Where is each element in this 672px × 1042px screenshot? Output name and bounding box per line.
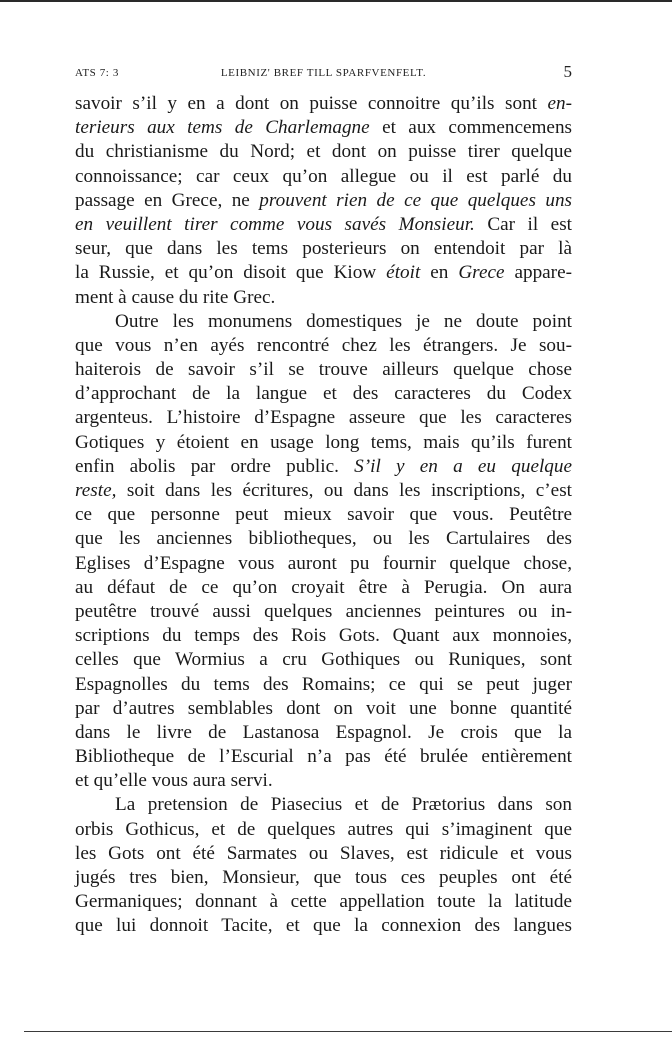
text-line (75, 527, 572, 551)
text-span: d’approchant de la langue et des caracteres du Codex (75, 383, 572, 405)
text-line (75, 503, 572, 527)
text-span: connoissance; car ceux qu’on allegue ou il est parlé du (75, 165, 572, 187)
text-span: ment à cause du rite Grec. (75, 286, 276, 308)
text-span: dans le livre de Lastanosa Espagnol. Je crois que la (75, 721, 572, 743)
text-span: celles que Wormius a cru Gothiques ou Runiques, sont (75, 649, 572, 671)
text-line (75, 286, 572, 310)
italic-span: étoit (386, 262, 421, 284)
text-span: les Gots ont été Sarmates ou Slaves, est ridicule et vous (75, 842, 572, 864)
text-span: que vous n’en ayés rencontré chez les étrangers. Je sou- (75, 334, 572, 356)
text-span: enfin abolis par ordre public. (75, 455, 355, 477)
body-text (75, 92, 572, 939)
text-span: que les anciennes bibliotheques, ou les Cartulaires des (75, 528, 572, 550)
text-span: scriptions du temps des Rois Gots. Quant aux monnoies, (75, 625, 572, 647)
italic-span: en- (547, 93, 572, 114)
text-line (75, 769, 572, 793)
text-line (75, 479, 572, 503)
text-span: orbis Gothicus, et de quelques autres qui s’imaginent que (75, 818, 572, 840)
text-span: Outre les monumens domestiques je ne doute point (115, 310, 572, 332)
text-line (75, 358, 572, 382)
text-span: que lui donnoit Tacite, et que la connexion des langues (75, 915, 572, 937)
italic-span: Grece (458, 262, 505, 284)
text-span: jugés tres bien, Monsieur, que tous ces peuples ont été (75, 867, 572, 888)
text-line (75, 382, 572, 406)
text-span: Car il est (474, 213, 572, 235)
text-span: passage en Grece, ne (75, 189, 260, 211)
text-line (75, 745, 572, 769)
text-line (75, 697, 572, 721)
italic-span: terieurs aux tems de Charlemagne (75, 117, 370, 139)
text-line (75, 140, 572, 164)
text-line (75, 92, 572, 116)
text-span: Gotiques y étoient en usage long tems, mais qu’ils furent (75, 431, 572, 453)
header-title: LEIBNIZ' BREF TILL SPARFVENFELT. (220, 67, 427, 79)
text-span: ce que personne peut mieux savoir que vous. Peutêtre (75, 504, 572, 526)
text-line (75, 552, 572, 576)
text-span: La pretension de Piasecius et de Prætorius dans son (115, 794, 572, 816)
text-span: au défaut de ce qu’on croyait être à Perugia. On aura (75, 576, 572, 598)
text-line (75, 793, 572, 817)
running-header (75, 64, 572, 82)
text-span: du christianisme du Nord; et dont on puisse tirer quelque (75, 141, 572, 163)
text-line (75, 866, 572, 890)
italic-span: en veuillent tirer comme vous savés Monsieur. (75, 213, 475, 235)
text-span: soit dans les écritures, ou dans les inscriptions, c’est (116, 480, 572, 501)
text-line (75, 334, 572, 358)
text-span: peutêtre trouvé aussi quelques anciennes peintures ou in- (75, 600, 572, 622)
text-line (75, 406, 572, 430)
text-line (75, 261, 572, 285)
text-span: seur, que dans les tems posterieurs on entendoit par là (75, 238, 572, 260)
text-span: Bibliotheque de l’Escurial n’a pas été brulée entièrement (75, 746, 572, 768)
text-span: la Russie, et qu’on disoit que Kiow (75, 262, 387, 284)
text-line (75, 600, 572, 624)
text-line (75, 842, 572, 866)
text-line (75, 431, 572, 455)
page-number: 5 (563, 62, 572, 81)
text-line (75, 455, 572, 479)
text-line (75, 673, 572, 697)
text-line (75, 237, 572, 261)
text-line (75, 914, 572, 938)
text-span: appare- (504, 262, 572, 284)
text-span: Eglises d’Espagne vous auront pu fournir quelque chose, (75, 552, 572, 574)
text-line (75, 624, 572, 648)
text-line (75, 721, 572, 745)
bottom-rule (24, 1031, 672, 1032)
text-line (75, 576, 572, 600)
text-span: haiterois de savoir s’il se trouve ailleurs quelque chose (75, 359, 572, 381)
italic-span: S’il y en a eu quelque (354, 455, 572, 477)
top-rule (0, 0, 672, 2)
text-span: en (420, 262, 459, 284)
text-line (75, 165, 572, 189)
text-span: Espagnolles du tems des Romains; ce qui se peut juger (75, 673, 572, 695)
text-span: par d’autres semblables dont on voit une bonne quantité (75, 697, 572, 719)
text-span: savoir s’il y en a dont on puisse connoitre qu’ils sont (75, 93, 548, 114)
text-span: et aux commencemens (369, 117, 573, 139)
text-span: Germaniques; donnant à cette appellation toute la latitude (75, 891, 572, 913)
italic-span: reste, (75, 480, 117, 501)
text-line (75, 116, 572, 140)
text-line (75, 189, 572, 213)
text-span: argenteus. L’histoire d’Espagne asseure que les caracteres (75, 407, 572, 429)
header-journal-ref: ATS 7: 3 (75, 67, 119, 79)
italic-span: prouvent rien de ce que quelques uns (259, 189, 573, 211)
text-line (75, 818, 572, 842)
text-line (75, 648, 572, 672)
text-line (75, 310, 572, 334)
text-line (75, 890, 572, 914)
text-span: et qu’elle vous aura servi. (75, 770, 273, 792)
text-line (75, 213, 572, 237)
